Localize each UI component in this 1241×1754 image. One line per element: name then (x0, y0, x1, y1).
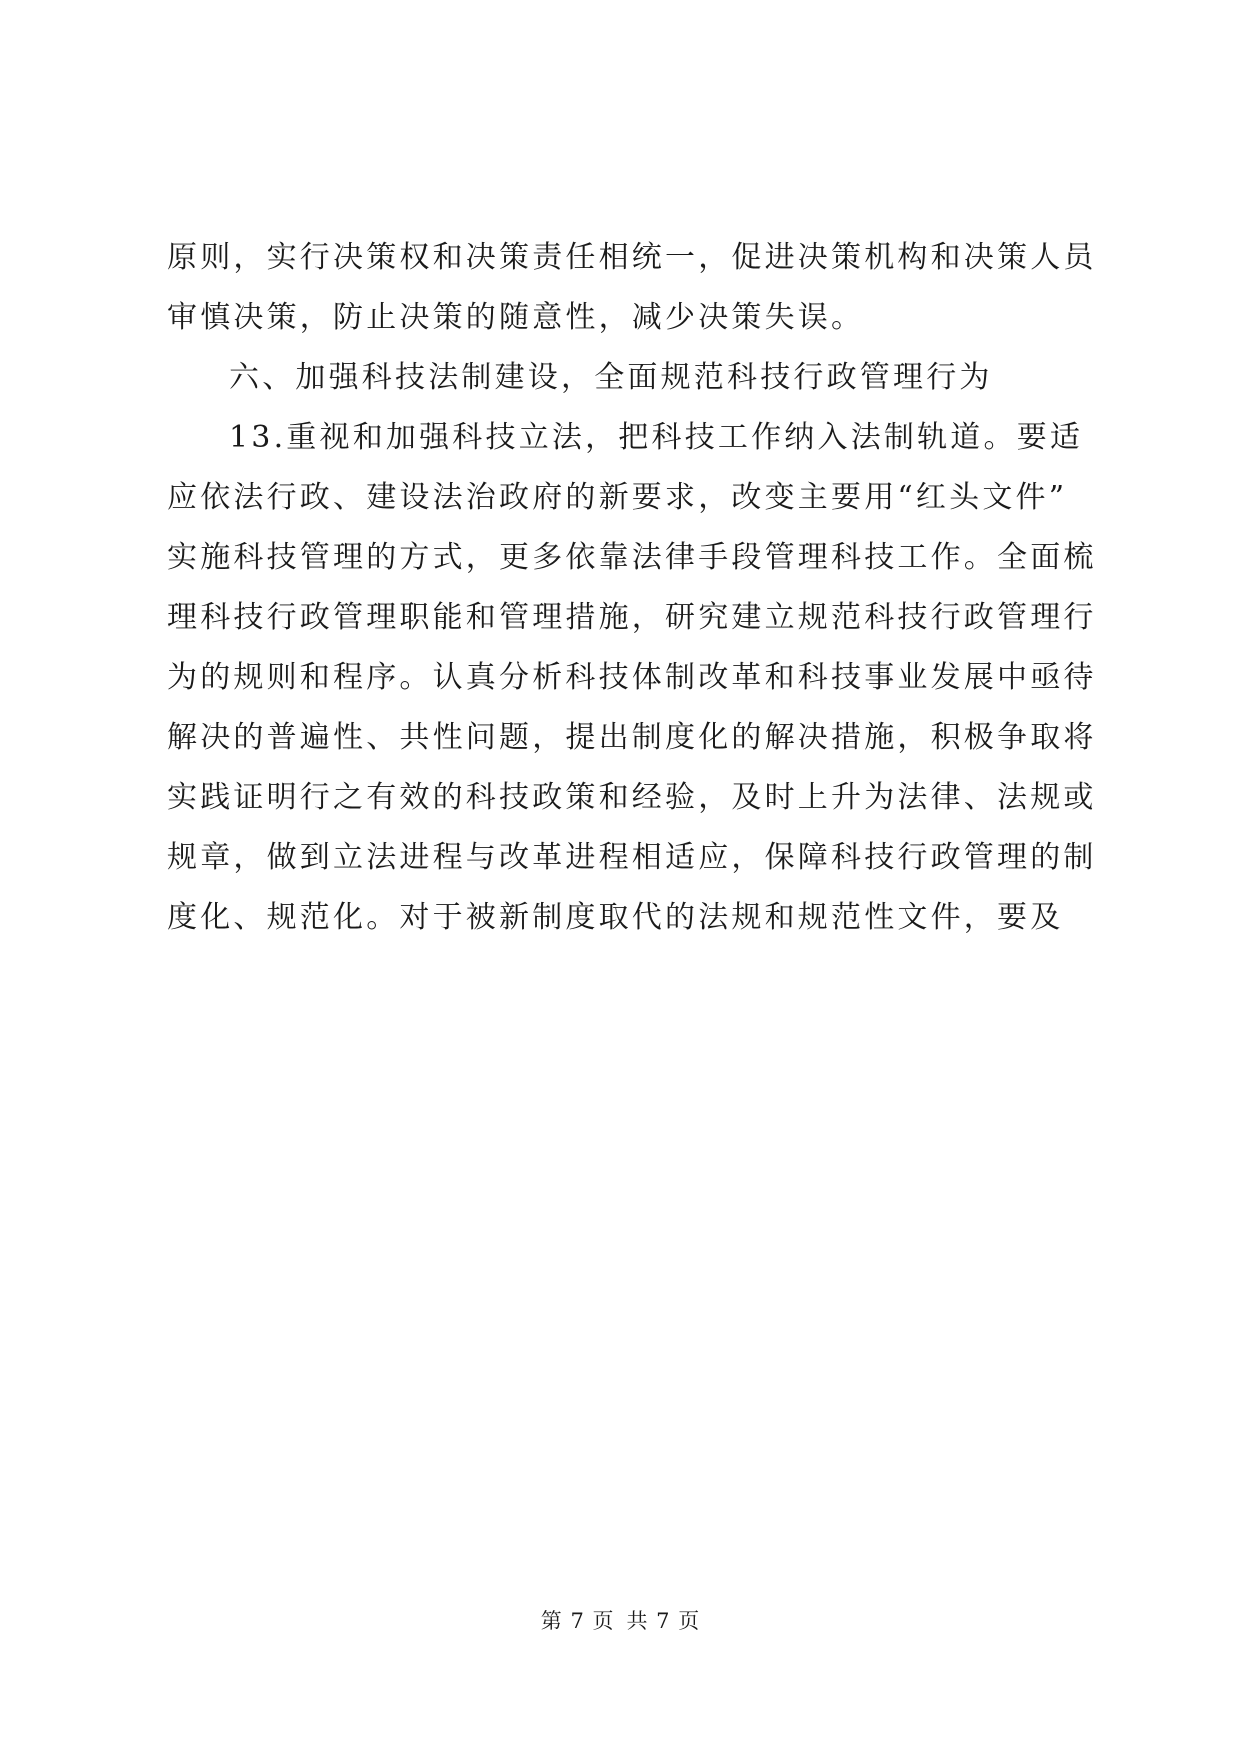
text-line: 实践证明行之有效的科技政策和经验，及时上升为法律、法规或 (167, 780, 1097, 815)
document-body (167, 228, 1097, 948)
text-line: 原则，实行决策权和决策责任相统一，促进决策机构和决策人员 (167, 240, 1097, 275)
text-line: 为的规则和程序。认真分析科技体制改革和科技事业发展中亟待 (167, 660, 1097, 695)
page-total: 共 7 页 (626, 1609, 701, 1633)
text-line: 实施科技管理的方式，更多依靠法律手段管理科技工作。全面梳 (167, 540, 1097, 575)
page-footer (0, 1606, 1241, 1636)
text-line: 审慎决策，防止决策的随意性，减少决策失误。 (167, 300, 865, 335)
text-line: 应依法行政、建设法治政府的新要求，改变主要用“红头文件” (167, 480, 1068, 515)
text-line: 规章，做到立法进程与改革进程相适应，保障科技行政管理的制 (167, 840, 1097, 875)
text-line: 13.重视和加强科技立法，把科技工作纳入法制轨道。要适 (229, 420, 1084, 455)
page-number: 第 7 页 (540, 1609, 615, 1633)
text-line: 理科技行政管理职能和管理措施，研究建立规范科技行政管理行 (167, 600, 1097, 635)
text-line: 度化、规范化。对于被新制度取代的法规和规范性文件，要及 (167, 900, 1064, 935)
section-heading: 六、加强科技法制建设，全面规范科技行政管理行为 (229, 360, 993, 395)
text-line: 解决的普遍性、共性问题，提出制度化的解决措施，积极争取将 (167, 720, 1097, 755)
